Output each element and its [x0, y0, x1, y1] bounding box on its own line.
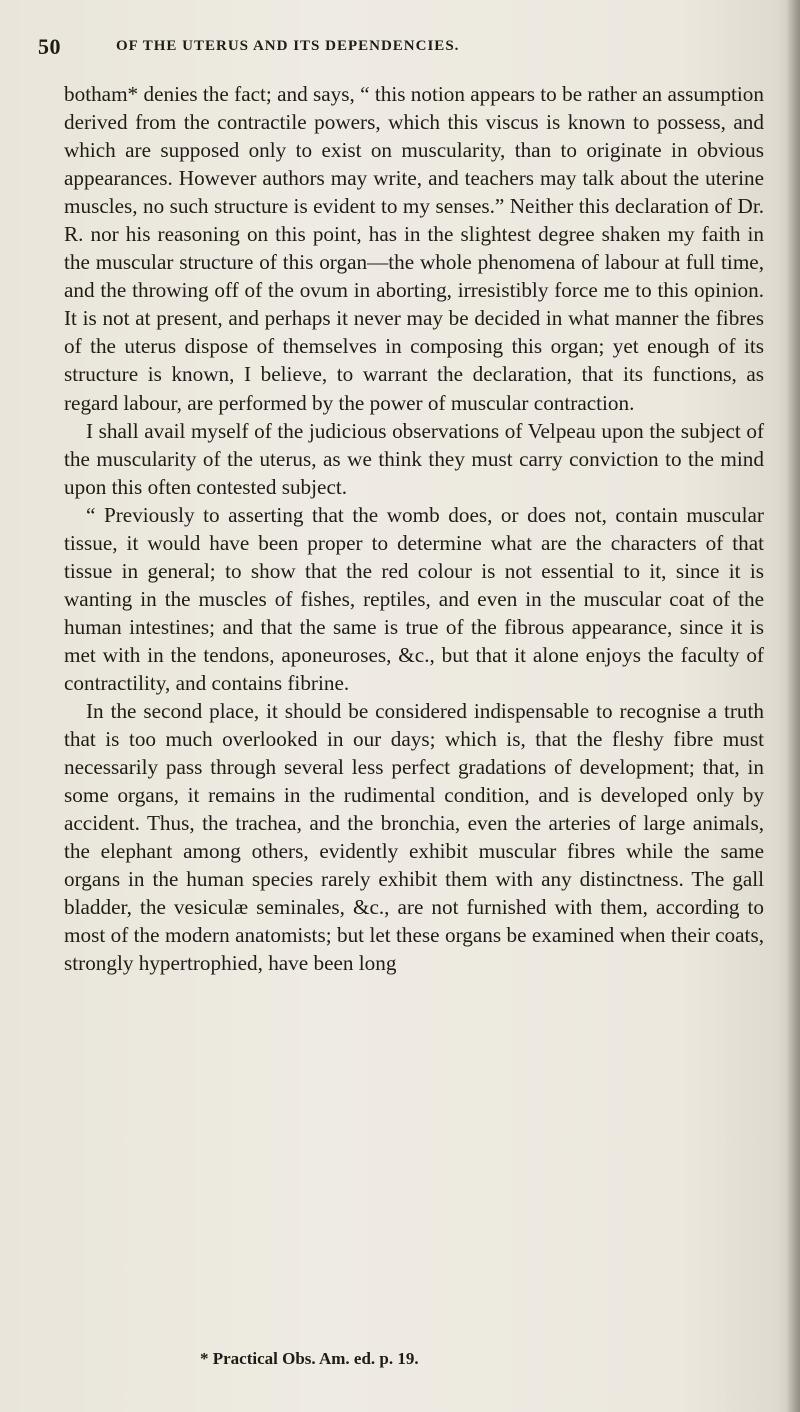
page-header: [38, 32, 758, 62]
paragraph: “ Previously to asserting that the womb does, or does not, contain muscular tissue, it would have been proper to determine what are the characters of that tissue in general; to show that the red colour is not essential to it, since it is wanting in the muscles of fishes, reptiles, and even in the muscular coat of the human intestines; and that the same is true of the fibrous appearance, since it is met with in the tendons, aponeuroses, &c., but that it alone enjoys the faculty of contractility, and contains fibrine.: [64, 502, 764, 695]
running-head: OF THE UTERUS AND ITS DEPENDENCIES.: [116, 38, 460, 54]
footnote: * Practical Obs. Am. ed. p. 19.: [200, 1349, 419, 1368]
paragraph: botham* denies the fact; and says, “ this notion appears to be rather an assumption derived from the contractile powers, which this viscus is known to possess, and which are supposed only to exist on muscularity, than to originate in obvious appearances. However authors may write, and teachers may talk about the uterine muscles, no such structure is evident to my senses.” Neither this declaration of Dr. R. nor his reasoning on this point, has in the slightest degree shaken my faith in the muscular structure of this organ—the whole phenomena of labour at full time, and the throwing off of the ovum in aborting, irresistibly force me to this opinion. It is not at present, and perhaps it never may be decided in what manner the fibres of the uterus dispose of themselves in composing this organ; yet enough of its structure is known, I believe, to warrant the declaration, that its functions, as regard labour, are performed by the power of muscular contraction.: [64, 82, 764, 415]
paragraph: In the second place, it should be considered indispensable to recognise a truth that is too much overlooked in our days; which is, that the fleshy fibre must necessarily pass through several less perfect gradations of development; that, in some organs, it remains in the rudimental condition, and is developed only by accident. Thus, the trachea, and the bronchia, even the arteries of large animals, the elephant among others, evidently exhibit muscular fibres while the same organs in the human species rarely exhibit them with any distinctness. The gall bladder, the vesiculæ seminales, &c., are not furnished with them, according to most of the modern anatomists; but let these organs be examined when their coats, strongly hypertrophied, have been long: [64, 699, 764, 976]
page-number: 50: [38, 34, 61, 59]
body-text: [64, 80, 764, 978]
paragraph: I shall avail myself of the judicious observations of Velpeau upon the subject of the muscularity of the uterus, as we think they must carry conviction to the mind upon this often contested subject.: [64, 418, 764, 499]
page-edge-shadow: [786, 0, 800, 1412]
